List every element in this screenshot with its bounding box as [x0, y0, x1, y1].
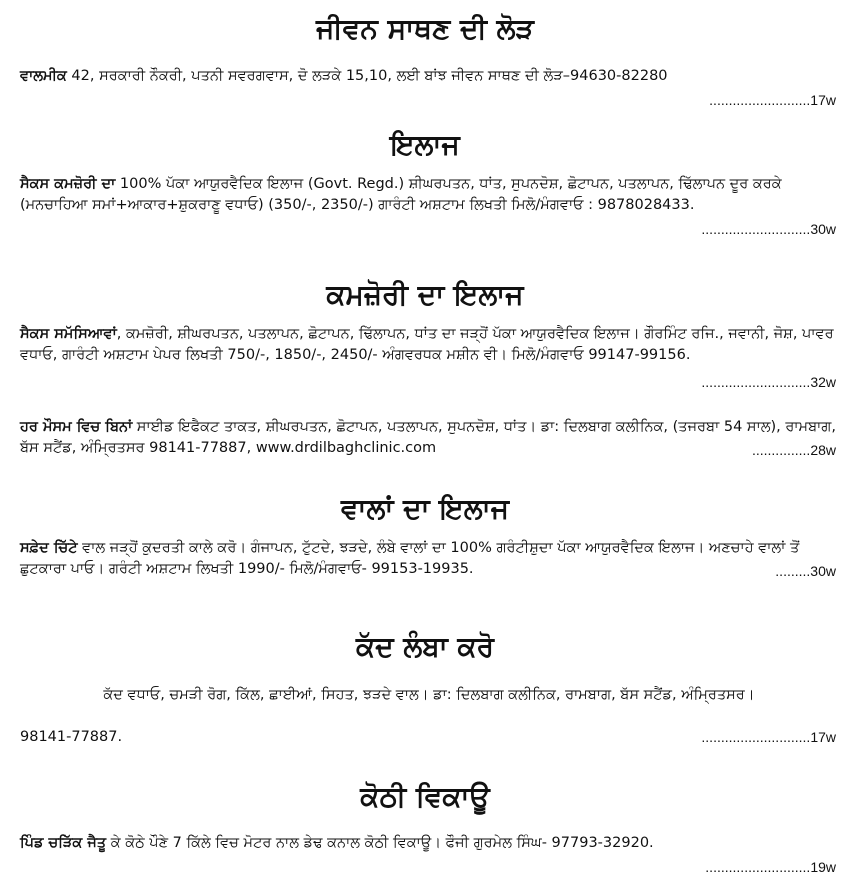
ad-text: ਸਾਈਡ ਇਫੈਕਟ ਤਾਕਤ, ਸ਼ੀਘਰਪਤਨ, ਛੋਟਾਪਨ, ਪਤਲਾਪਨ, ਸੁਪਨਦੋਸ਼, ਧਾਂਤ। ਡਾ: ਦਿਲਬਾਗ ਕਲੀਨਿਕ, (ਤਜਰਬਾ 54 ਸਾਲ), ਰਾਮਬਾਗ, ਬੱਸ ਸਟੈਂਡ, ਅੰਮ੍ਰਿਤਸਰ 98141-77887, www.drdilbaghclinic.com: [20, 419, 836, 456]
ad-price: ...............28w: [751, 442, 836, 458]
ad-weakness-1: [20, 324, 838, 366]
section-title-treatment: ਇਲਾਜ: [390, 128, 460, 161]
ad-lead: ਸੈਕਸ ਕਮਜ਼ੋਰੀ ਦਾ: [20, 176, 116, 192]
ad-text: 100% ਪੱਕਾ ਆਯੁਰਵੈਦਿਕ ਇਲਾਜ (Govt. Regd.) ਸ਼ੀਘਰਪਤਨ, ਧਾਂਤ, ਸੁਪਨਦੋਸ਼, ਛੋਟਾਪਨ, ਪਤਲਾਪਨ, ਢਿੱਲਾਪਨ ਦੂਰ ਕਰਕੇ (ਮਨਚਾਹਿਆ ਸਮਾਂ+ਆਕਾਰ+ਸ਼ੁਕਰਾਣੂ ਵਧਾਓ) (350/-, 2350/-) ਗਾਰੰਟੀ ਅਸ਼ਟਾਮ ਲਿਖਤੀ ਮਿਲੋ/ਮੰਗਵਾਓ : 9878028433.: [20, 176, 782, 213]
ad-text: 42, ਸਰਕਾਰੀ ਨੌਕਰੀ, ਪਤਨੀ ਸਵਰਗਵਾਸ, ਦੋ ਲੜਕੇ 15,10, ਲਈ ਬਾਂਝ ਜੀਵਨ ਸਾਥਣ ਦੀ ਲੋੜ–94630-82280: [66, 68, 668, 84]
ad-lead: ਸੈਕਸ ਸਮੱਸਿਆਵਾਂ: [20, 326, 117, 342]
ad-hair: [20, 538, 838, 580]
ad-price: ............................17w: [701, 729, 836, 745]
section-title-life-partner: ਜੀਵਨ ਸਾਥਣ ਦੀ ਲੋੜ: [316, 12, 534, 45]
ad-treatment: [20, 174, 838, 216]
ad-life-partner: [20, 66, 838, 87]
section-title-increase-height: ਕੱਦ ਲੰਬਾ ਕਰੋ: [356, 630, 494, 663]
ad-price: ...........................19w: [705, 859, 836, 875]
ad-price: ..........................17w: [709, 92, 836, 108]
ad-lead: ਪਿੰਡ ਚੜਿੱਕ ਜੈਤੂ: [20, 835, 107, 851]
ad-height: [20, 685, 838, 706]
ad-lead: ਸਫ਼ੇਦ ਚਿੱਟੇ: [20, 540, 78, 556]
ad-text: ਵਾਲ ਜੜ੍ਹੋਂ ਕੁਦਰਤੀ ਕਾਲੇ ਕਰੋ। ਗੰਜਾਪਨ, ਟੁੱਟਦੇ, ਝੜਦੇ, ਲੰਬੇ ਵਾਲਾਂ ਦਾ 100% ਗਰੰਟੀਸ਼ੁਦਾ ਪੱਕਾ ਆਯੁਰਵੈਦਿਕ ਇਲਾਜ। ਅਣਚਾਹੇ ਵਾਲਾਂ ਤੋਂ ਛੁਟਕਾਰਾ ਪਾਓ। ਗਰੰਟੀ ਅਸ਼ਟਾਮ ਲਿਖਤੀ 1990/- ਮਿਲੋ/ਮੰਗਵਾਓ- 99153-19935.: [20, 540, 800, 577]
ad-weakness-2: [20, 417, 838, 459]
ad-phone: 98141-77887.: [20, 729, 123, 745]
ad-price: ............................30w: [701, 221, 836, 237]
ad-lead: ਵਾਲਮੀਕ: [20, 68, 67, 84]
ad-lead: ਹਰ ਮੌਸਮ ਵਿਚ ਬਿਨਾਂ: [20, 419, 133, 435]
section-title-house-for-sale: ਕੋਠੀ ਵਿਕਾਊ: [360, 780, 490, 813]
ad-price: ............................32w: [701, 374, 836, 390]
ad-text: ਕੇ ਕੋਠੇ ਪੌਣੇ 7 ਕਿੱਲੇ ਵਿਚ ਮੋਟਰ ਨਾਲ ਡੇਢ ਕਨਾਲ ਕੋਠੀ ਵਿਕਾਊ। ਫੌਜੀ ਗੁਰਮੇਲ ਸਿੰਘ- 97793-32920.: [106, 835, 654, 851]
ad-house: [20, 833, 838, 854]
section-title-weakness-treatment: ਕਮਜ਼ੋਰੀ ਦਾ ਇਲਾਜ: [326, 278, 524, 311]
ad-text: , ਕਮਜ਼ੋਰੀ, ਸ਼ੀਘਰਪਤਨ, ਪਤਲਾਪਨ, ਛੋਟਾਪਨ, ਢਿੱਲਾਪਨ, ਧਾਂਤ ਦਾ ਜੜ੍ਹੋਂ ਪੱਕਾ ਆਯੁਰਵੈਦਿਕ ਇਲਾਜ। ਗੌਰਮਿੰਟ ਰਜਿ., ਜਵਾਨੀ, ਜੋਸ਼, ਪਾਵਰ ਵਧਾਓ, ਗਾਰੰਟੀ ਅਸ਼ਟਾਮ ਪੇਪਰ ਲਿਖਤੀ 750/-, 1850/-, 2450/- ਅੰਗਵਰਧਕ ਮਸ਼ੀਨ ਵੀ। ਮਿਲੋ/ਮੰਗਵਾਓ 99147-99156.: [20, 326, 834, 363]
section-title-hair-treatment: ਵਾਲਾਂ ਦਾ ਇਲਾਜ: [341, 492, 509, 525]
ad-text: ਕੱਦ ਵਧਾਓ, ਚਮੜੀ ਰੋਗ, ਕਿੱਲ, ਛਾਈਆਂ, ਸਿਹਤ, ਝੜਦੇ ਵਾਲ। ਡਾ: ਦਿਲਬਾਗ ਕਲੀਨਿਕ, ਰਾਮਬਾਗ, ਬੱਸ ਸਟੈਂਡ, ਅੰਮ੍ਰਿਤਸਰ।: [103, 687, 755, 703]
ad-price: .........30w: [775, 563, 836, 579]
